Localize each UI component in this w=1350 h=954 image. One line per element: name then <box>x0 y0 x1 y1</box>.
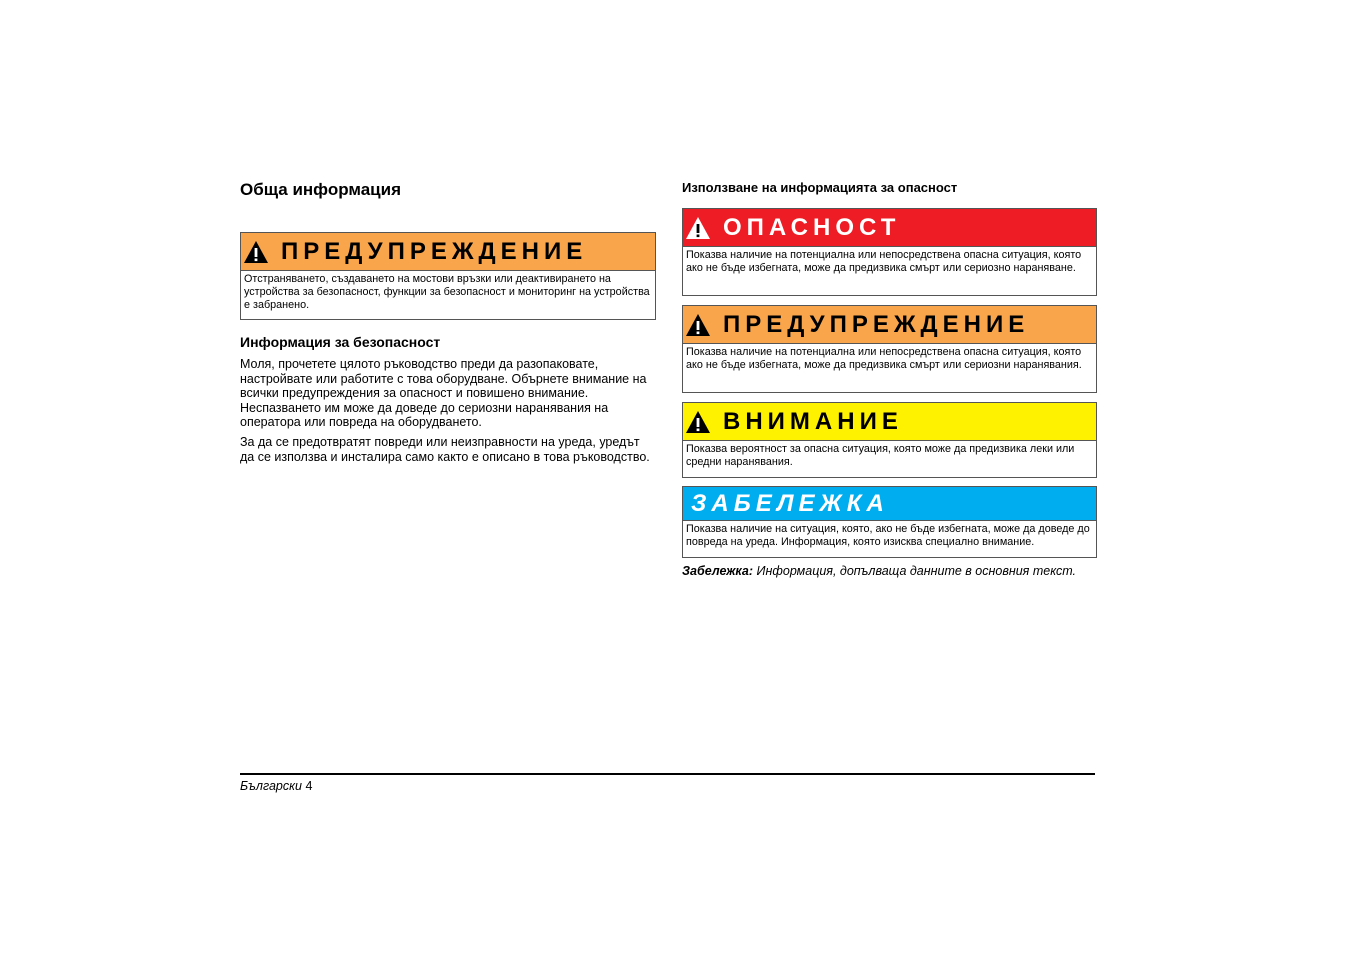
safety-info-heading: Информация за безопасност <box>240 334 441 350</box>
warning-box-general <box>240 232 656 320</box>
warning-box-title: ПРЕДУПРЕЖДЕНИЕ <box>723 310 1030 338</box>
safety-paragraph-2: За да се предотвратят повреди или неизправности на уреда, уредът да се използва и инсталира само както е описано в това ръководство. <box>240 435 650 464</box>
warning-box-text: Показва наличие на потенциална или непосредствена опасна ситуация, която ако не бъде избегната, може да предизвика смърт или сериозни наранявания. <box>686 346 1082 371</box>
warning-box-text: Отстраняването, създаването на мостови връзки или деактивирането на устройства за безопасност, функции за безопасност и мониторинг на устройства е забранено. <box>244 273 650 311</box>
warning-box-header <box>683 306 1096 344</box>
danger-box-text: Показва наличие на потенциална или непосредствена опасна ситуация, която ако не бъде избегната, може да предизвика смърт или сериозно нараняване. <box>686 249 1082 274</box>
footer <box>240 779 312 793</box>
warning-triangle-icon <box>685 313 711 337</box>
notice-box-text: Показва наличие на ситуация, която, ако не бъде избегната, може да доведе до повреда на уреда. Информация, която изисква специално внимание. <box>686 523 1090 548</box>
danger-box <box>682 208 1097 296</box>
hazard-info-heading: Използване на информацията за опасност <box>682 180 958 195</box>
warning-box <box>682 305 1097 393</box>
danger-box-header <box>683 209 1096 247</box>
notice-box <box>682 486 1097 558</box>
safety-paragraph-1: Моля, прочетете цялото ръководство преди да разопаковате, настройвате или работите с това оборудване. Обърнете внимание на всички предупреждения за опасност и повишено внимание. Неспазването им може да доведе до сериозни наранявания на оператора или повреда на оборудването. <box>240 357 647 429</box>
note-line <box>682 564 1076 578</box>
warning-triangle-icon <box>243 240 269 264</box>
section-heading-general-info: Обща информация <box>240 180 401 199</box>
caution-box-title: ВНИМАНИЕ <box>723 407 903 435</box>
notice-box-header <box>683 487 1096 521</box>
warning-triangle-icon <box>685 216 711 240</box>
warning-box-header <box>241 233 655 271</box>
footer-language: Български <box>240 779 302 793</box>
note-text: Информация, допълваща данните в основния текст. <box>753 564 1076 578</box>
footer-rule <box>240 773 1095 775</box>
caution-box-header <box>683 403 1096 441</box>
footer-page-number: 4 <box>305 779 313 793</box>
caution-box <box>682 402 1097 478</box>
warning-triangle-icon <box>685 410 711 434</box>
note-label: Забележка: <box>682 564 754 578</box>
warning-box-title: ПРЕДУПРЕЖДЕНИЕ <box>281 237 588 265</box>
danger-box-title: ОПАСНОСТ <box>723 213 901 241</box>
notice-box-title: ЗАБЕЛЕЖКА <box>691 489 889 517</box>
caution-box-text: Показва вероятност за опасна ситуация, която може да предизвика леки или средни наранявания. <box>686 443 1075 468</box>
